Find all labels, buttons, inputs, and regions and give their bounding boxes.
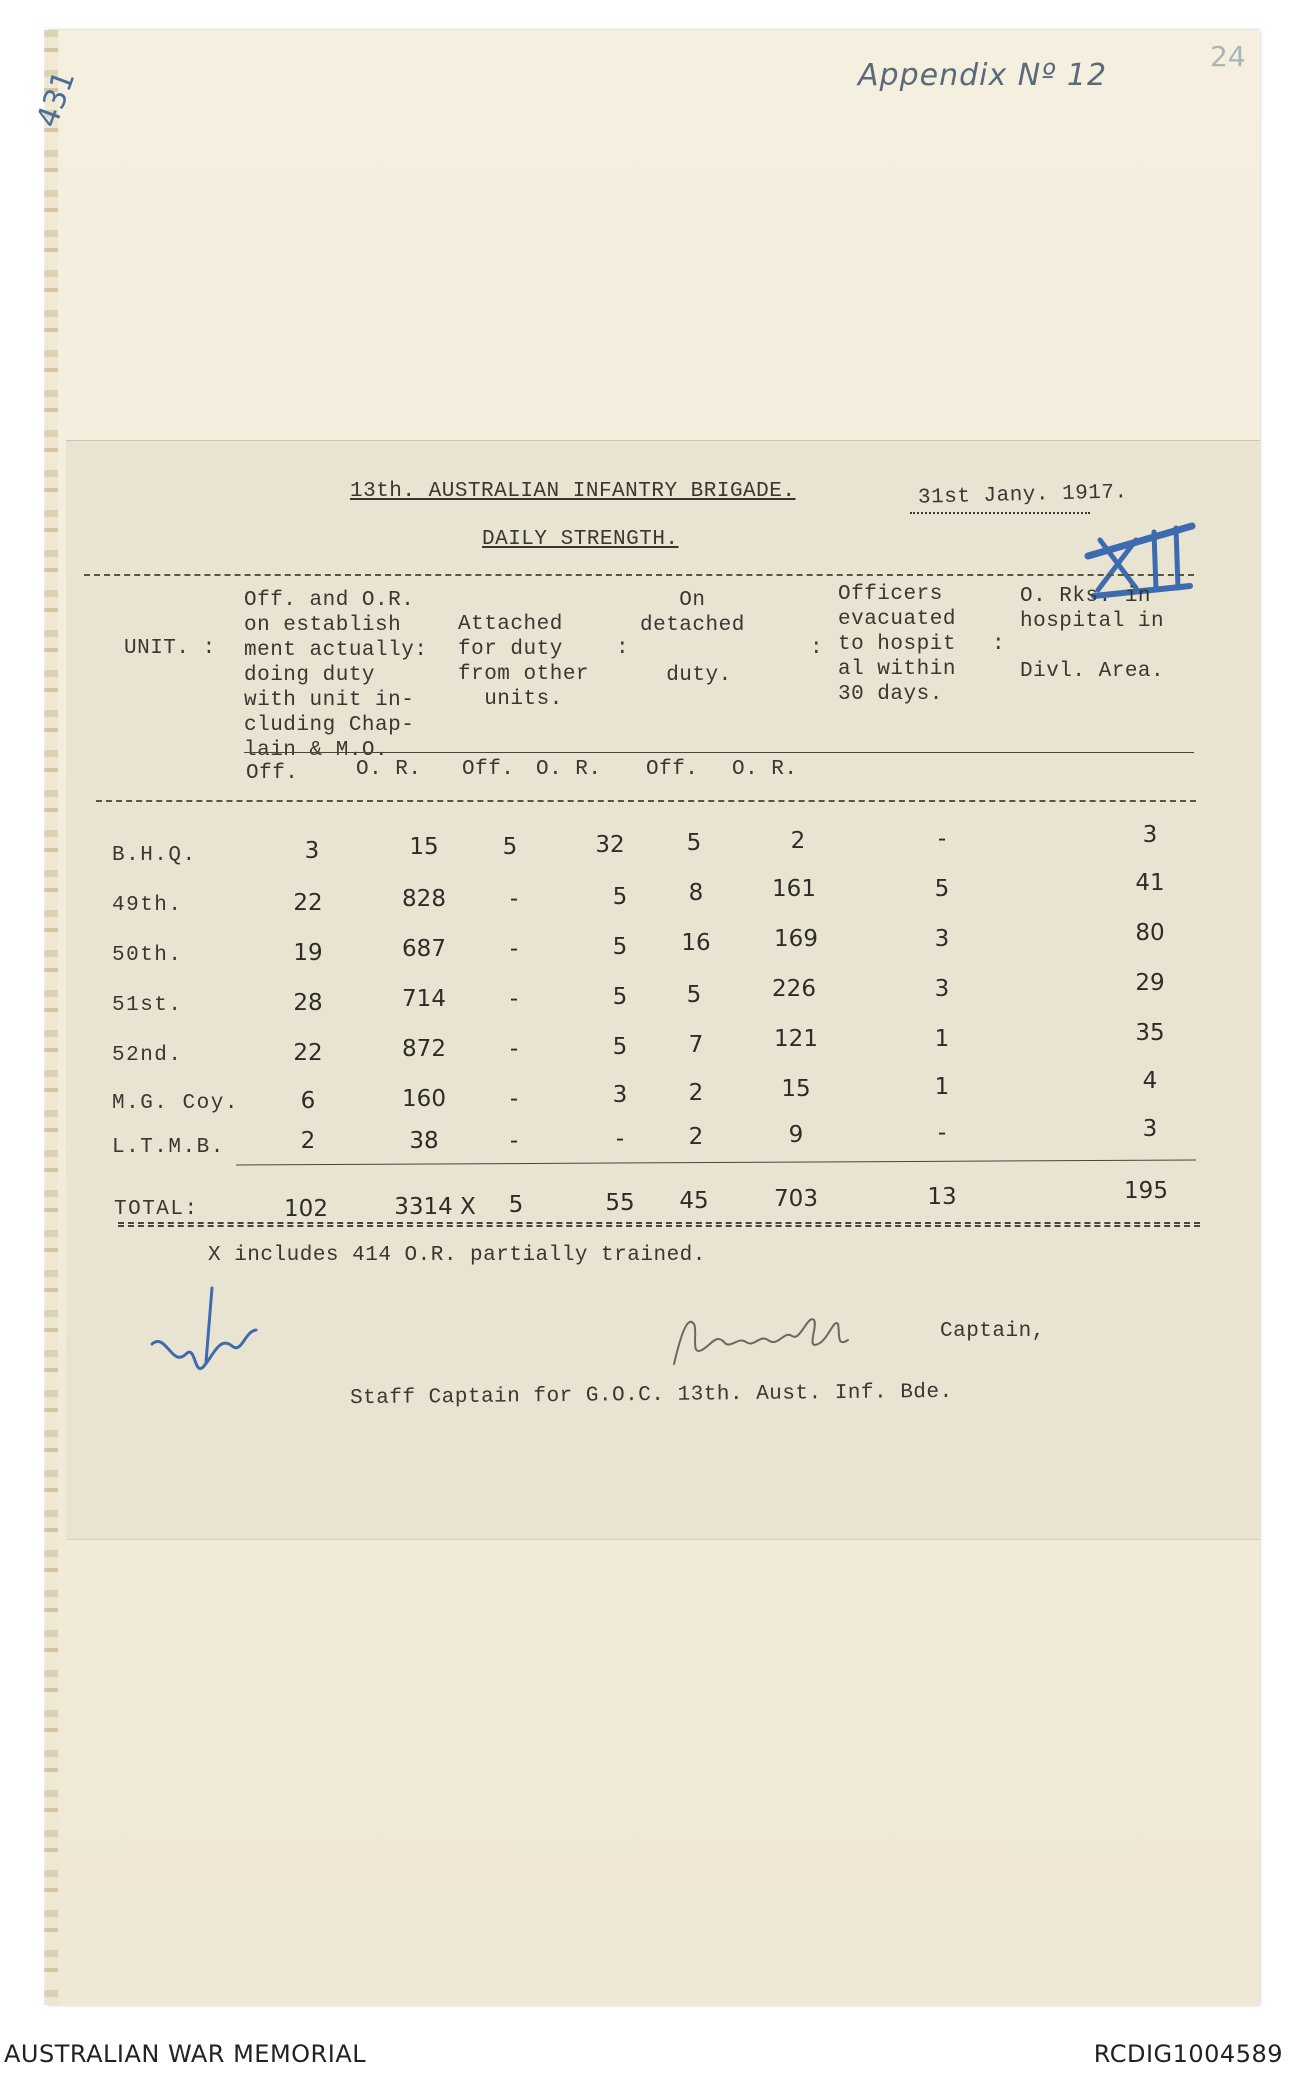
signatory-title: Staff Captain for G.O.C. 13th. Aust. Inf. Bde. (349, 1380, 953, 1411)
cell-att-or: 5 (612, 1034, 628, 1060)
attached-column-header: Attached for duty from other units. (458, 613, 590, 711)
cell-evac: - (937, 1120, 947, 1146)
cell-det-off: 2 (688, 1124, 704, 1150)
cell-evac: 5 (934, 876, 950, 902)
cell-det-or: 121 (774, 1026, 818, 1052)
total-det-off: 45 (679, 1188, 709, 1214)
cell-det-off: 8 (688, 880, 704, 906)
document-date: 31st Jany. 1917. (917, 481, 1128, 510)
cell-att-or: 3 (612, 1082, 628, 1108)
signatory-rank: Captain, (940, 1320, 1045, 1343)
cell-hosp: 80 (1135, 920, 1165, 946)
unit-column-header: UNIT. : (124, 637, 216, 660)
total-att-or: 55 (605, 1190, 635, 1216)
archive-folio-number: 431 (30, 66, 83, 132)
total-hosp: 195 (1124, 1178, 1168, 1204)
cell-det-or: 169 (774, 926, 818, 952)
establishment-column-header: Off. and O.R. on establish ment actually: doing duty with unit in- cluding Chap- lain & M.O. (244, 589, 428, 762)
total-or: 3314 X (394, 1194, 476, 1220)
cell-hosp: 29 (1135, 970, 1165, 996)
cell-or: 160 (402, 1086, 446, 1112)
subheader-rule (244, 752, 1194, 753)
archive-reference-id: RCDIG1004589 (1093, 2040, 1283, 2068)
cell-att-off: - (509, 1128, 519, 1154)
cell-or: 714 (402, 986, 446, 1012)
brigade-title: 13th. AUSTRALIAN INFANTRY BRIGADE. (350, 480, 796, 503)
cell-off: 3 (304, 838, 320, 864)
sub-label-or: O. R. (356, 758, 422, 781)
cell-det-off: 5 (686, 830, 702, 856)
total-label: TOTAL: (114, 1198, 199, 1221)
appendix-label: Appendix Nº 12 (858, 58, 1108, 93)
cell-hosp: 41 (1135, 870, 1165, 896)
cell-off: 28 (293, 990, 323, 1016)
cell-or: 828 (402, 886, 446, 912)
cell-off: 22 (293, 1040, 323, 1066)
cell-off: 22 (293, 890, 323, 916)
cell-off: 2 (300, 1128, 316, 1154)
unit-name: L.T.M.B. (112, 1136, 225, 1159)
cell-evac: 1 (934, 1026, 950, 1052)
cell-evac: - (937, 826, 947, 852)
total-det-or: 703 (774, 1186, 818, 1212)
unit-name: 50th. (112, 944, 183, 967)
cell-det-off: 16 (681, 930, 711, 956)
sub-label-det-off: Off. (646, 758, 699, 781)
footnote: X includes 414 O.R. partially trained. (208, 1244, 706, 1267)
cell-or: 38 (409, 1128, 439, 1154)
cell-or: 872 (402, 1036, 446, 1062)
cell-hosp: 3 (1142, 822, 1158, 848)
cell-evac: 3 (934, 926, 950, 952)
cell-att-or: 32 (595, 832, 625, 858)
daily-strength-subtitle: DAILY STRENGTH. (482, 528, 679, 551)
handwritten-initials (148, 1282, 268, 1392)
cell-hosp: 4 (1142, 1068, 1158, 1094)
cell-det-or: 9 (788, 1122, 804, 1148)
cell-att-or: 5 (612, 984, 628, 1010)
detached-column-header: On detached duty. (640, 589, 745, 687)
torn-paper-edge (44, 30, 58, 2005)
handwritten-signature (668, 1310, 878, 1370)
total-att-off: 5 (508, 1192, 524, 1218)
cell-att-or: 5 (612, 934, 628, 960)
cell-hosp: 35 (1135, 1020, 1165, 1046)
archive-credit: AUSTRALIAN WAR MEMORIAL (4, 2040, 367, 2068)
header-top-rule (84, 574, 1194, 576)
cell-att-off: - (509, 936, 519, 962)
hospital-column-header: O. Rks. in hospital in Divl. Area. (1020, 585, 1165, 683)
total-off: 102 (284, 1196, 328, 1222)
evacuated-colon: : (810, 637, 824, 660)
hospital-colon: : (992, 633, 1006, 656)
date-underline (910, 512, 1090, 514)
cell-evac: 1 (934, 1074, 950, 1100)
cell-det-off: 5 (686, 982, 702, 1008)
cell-off: 19 (293, 940, 323, 966)
total-bottom-double-rule (118, 1222, 1200, 1227)
cell-off: 6 (300, 1088, 316, 1114)
unit-name: 51st. (112, 994, 183, 1017)
unit-name: B.H.Q. (112, 844, 197, 867)
unit-name: 52nd. (112, 1044, 183, 1067)
cell-det-or: 15 (781, 1076, 811, 1102)
cell-or: 687 (402, 936, 446, 962)
cell-att-or: - (615, 1126, 625, 1152)
cell-evac: 3 (934, 976, 950, 1002)
cell-det-off: 7 (688, 1032, 704, 1058)
cell-det-or: 161 (772, 876, 816, 902)
sub-label-det-or: O. R. (732, 758, 798, 781)
total-evac: 13 (927, 1184, 957, 1210)
evacuated-column-header: Officers evacuated to hospit al within 30 days. (838, 583, 956, 706)
sub-label-att-off: Off. (462, 758, 515, 781)
cell-att-off: 5 (502, 834, 518, 860)
cell-hosp: 3 (1142, 1116, 1158, 1142)
sub-label-att-or: O. R. (536, 758, 602, 781)
cell-att-off: - (509, 986, 519, 1012)
archive-corner-mark: 24 (1210, 40, 1246, 73)
cell-det-or: 226 (772, 976, 816, 1002)
cell-att-off: - (509, 886, 519, 912)
sub-label-off: Off. (246, 762, 299, 785)
cell-att-off: - (509, 1086, 519, 1112)
cell-or: 15 (409, 834, 439, 860)
cell-det-or: 2 (790, 828, 806, 854)
cell-att-off: - (509, 1036, 519, 1062)
unit-name: 49th. (112, 894, 183, 917)
cell-det-off: 2 (688, 1080, 704, 1106)
header-bottom-rule (96, 800, 1196, 802)
detached-colon: : (616, 637, 630, 660)
unit-name: M.G. Coy. (112, 1092, 239, 1115)
cell-att-or: 5 (612, 884, 628, 910)
